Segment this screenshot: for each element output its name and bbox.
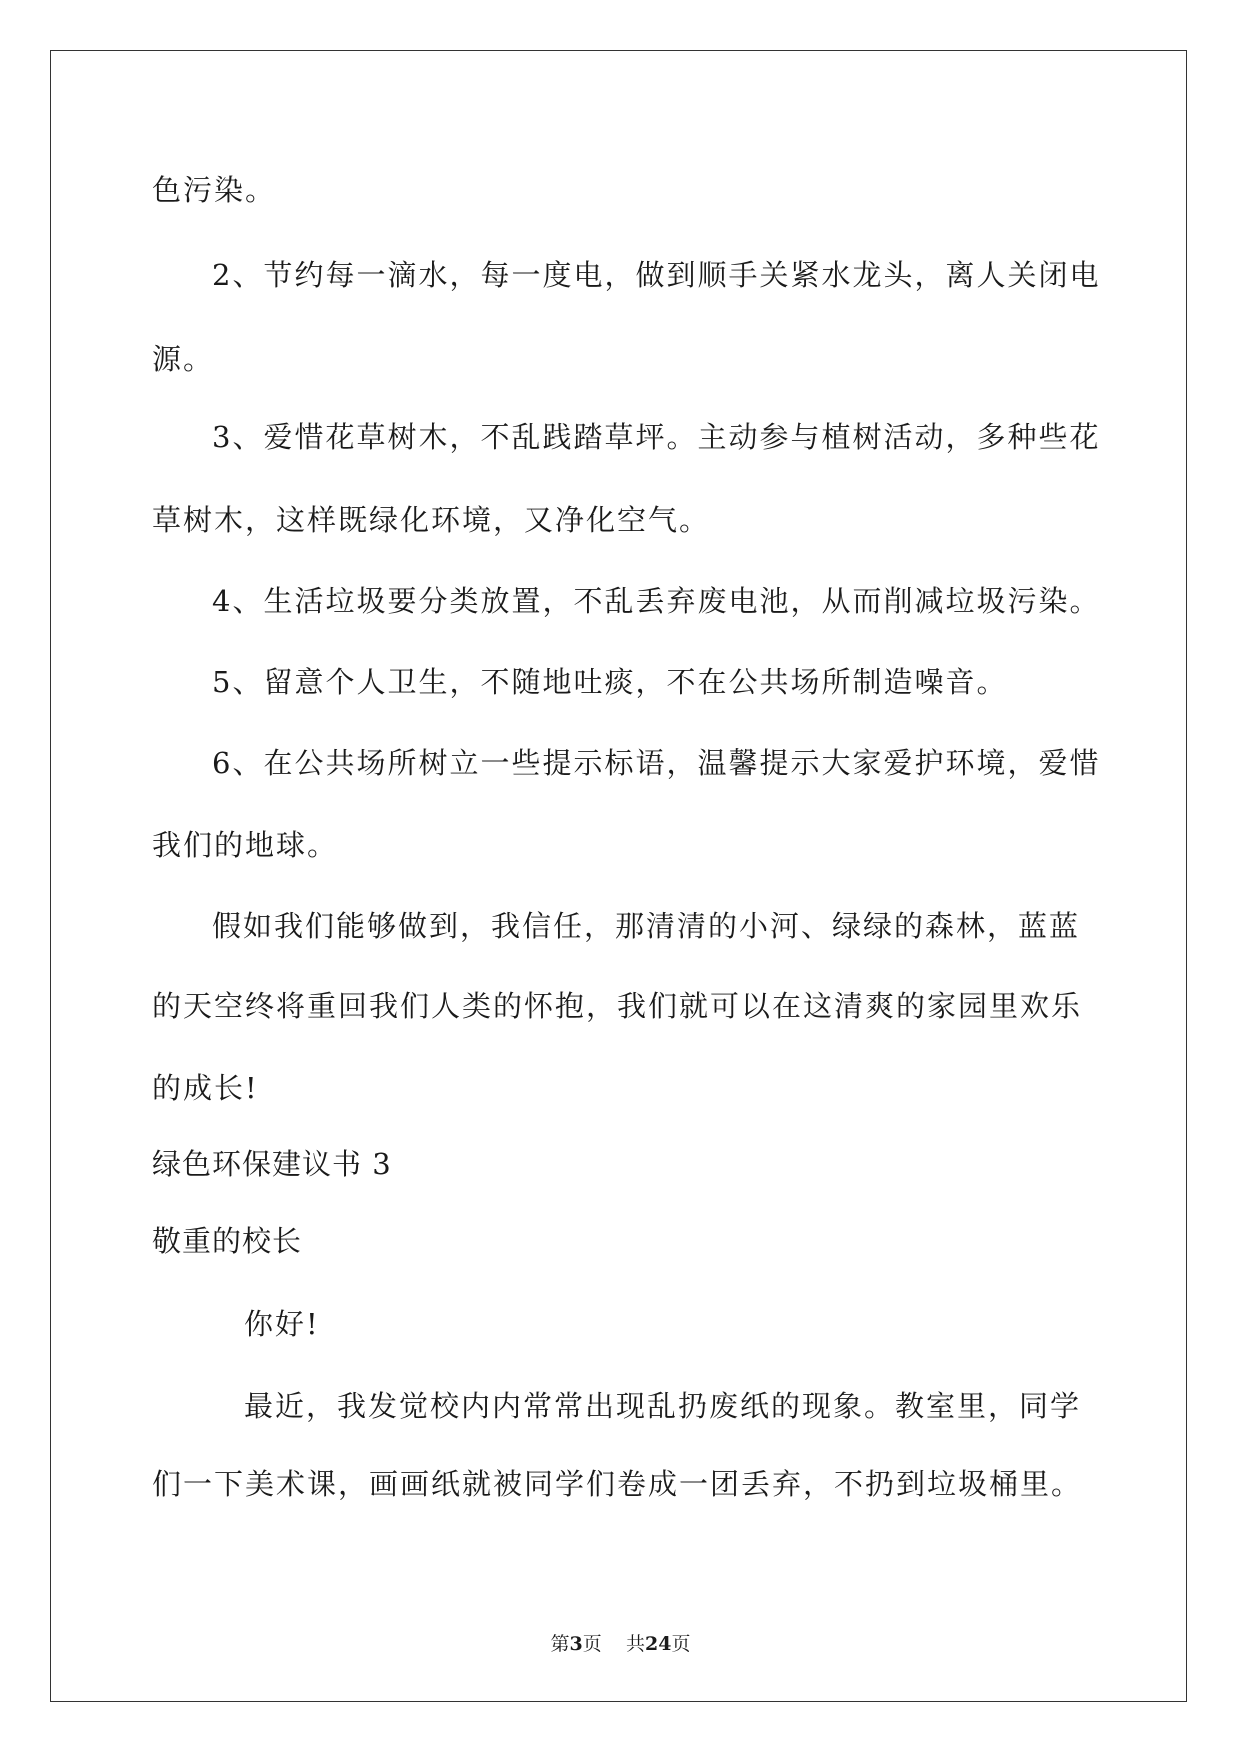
text-line: 的成长! — [152, 1071, 259, 1105]
text-line: 3、爱惜花草树木，不乱践踏草坪。主动参与植树活动，多种些花 — [212, 420, 1101, 454]
page-border — [50, 50, 1187, 1702]
text-line: 最近，我发觉校内内常常出现乱扔废纸的现象。教室里，同学 — [244, 1389, 1082, 1423]
footer-page-suffix: 页 — [582, 1633, 602, 1655]
greeting: 你好! — [244, 1307, 320, 1341]
text-line: 们一下美术课，画画纸就被同学们卷成一团丢弃，不扔到垃圾桶里。 — [152, 1467, 1083, 1501]
text-line: 2、节约每一滴水，每一度电，做到顺手关紧水龙头，离人关闭电 — [212, 258, 1101, 292]
footer-total-prefix: 共 — [625, 1633, 645, 1655]
page-number: 3 — [569, 1633, 583, 1655]
total-pages: 24 — [644, 1633, 672, 1655]
footer-total-suffix: 页 — [671, 1633, 691, 1655]
page-footer — [0, 1632, 1241, 1656]
section-heading: 绿色环保建议书 3 — [152, 1147, 392, 1181]
text-line: 5、留意个人卫生，不随地吐痰，不在公共场所制造噪音。 — [212, 665, 1008, 699]
salutation: 敬重的校长 — [152, 1224, 303, 1258]
text-line: 草树木，这样既绿化环境，又净化空气。 — [152, 503, 711, 537]
text-line: 的天空终将重回我们人类的怀抱，我们就可以在这清爽的家园里欢乐 — [152, 989, 1083, 1023]
text-line: 假如我们能够做到，我信任，那清清的小河、绿绿的森林，蓝蓝 — [212, 909, 1081, 943]
text-line: 6、在公共场所树立一些提示标语，温馨提示大家爱护环境，爱惜 — [212, 746, 1101, 780]
text-line: 4、生活垃圾要分类放置，不乱丢弃废电池，从而削减垃圾污染。 — [212, 584, 1101, 618]
footer-prefix: 第 — [550, 1633, 570, 1655]
text-line: 色污染。 — [152, 173, 277, 207]
text-line: 我们的地球。 — [152, 828, 339, 862]
text-line: 源。 — [152, 342, 215, 376]
